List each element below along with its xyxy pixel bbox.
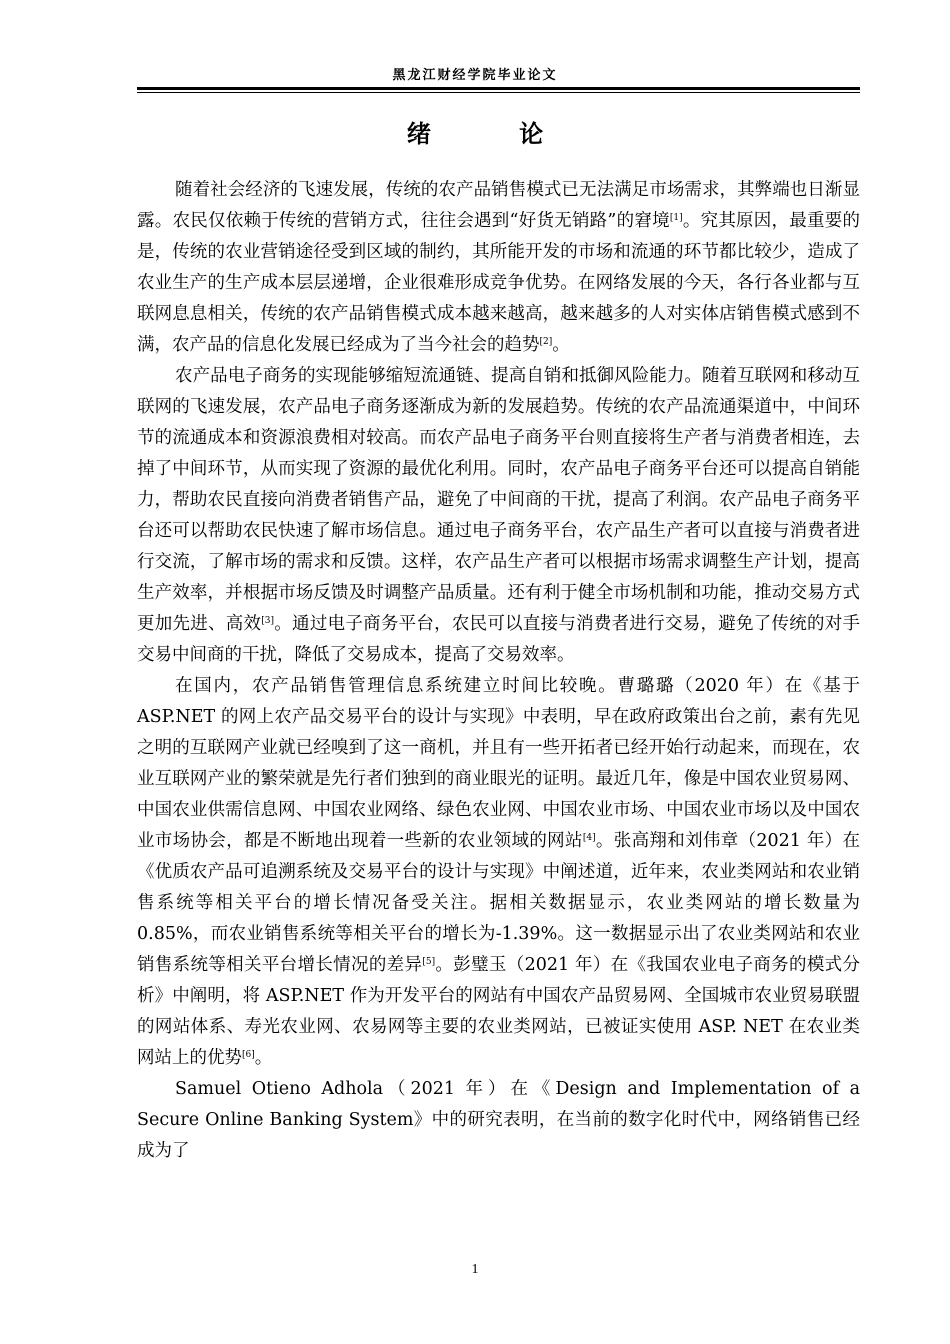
paragraph-4 <box>137 1074 860 1167</box>
citation-5: [5] <box>422 957 436 967</box>
paragraph-1-text-b: 。究其原因，最重要的是，传统的农业营销途径受到区域的制约，其所能开发的市场和流通的环节都比较少，造成了农业生产的生产成本层层递增，企业很难形成竞争优势。在网络发展的今天，各行各业都与互联网息息相关，传统的农产品销售模式成本越来越高，越来越多的人对实体店销售模式感到不满，农产品的信息化发展已经成为了当今社会的趋势 <box>137 211 860 355</box>
paragraph-2-text-b: 。通过电子商务平台，农民可以直接与消费者进行交易，避免了传统的对手交易中间商的干扰，降低了交易成本，提高了交易效率。 <box>137 614 861 665</box>
paragraph-2 <box>137 361 860 671</box>
citation-1: [1] <box>669 213 683 223</box>
page-number: 1 <box>471 1262 479 1277</box>
paragraph-2-text-a: 农产品电子商务的实现能够缩短流通链、提高自销和抵御风险能力。随着互联网和移动互联网的飞速发展，农产品电子商务逐渐成为新的发展趋势。传统的农产品流通渠道中，中间环节的流通成本和资源浪费相对较高。而农产品电子商务平台则直接将生产者与消费者相连，去掉了中间环节，从而实现了资源的最优化利用。同时，农产品电子商务平台还可以提高自销能力，帮助农民直接向消费者销售产品，避免了中间商的干扰，提高了利润。农产品电子商务平台还可以帮助农民快速了解市场信息。通过电子商务平台，农产品生产者可以直接与消费者进行交流，了解市场的需求和反馈。这样，农产品生产者可以根据市场需求调整生产计划，提高生产效率，并根据市场反馈及时调整产品质量。还有利于健全市场机制和功能，推动交易方式更加先进、高效 <box>137 366 860 634</box>
header-title: 黑龙江财经学院毕业论文 <box>392 68 558 83</box>
citation-2: [2] <box>539 337 553 347</box>
paragraph-3-text-a: 在国内，农产品销售管理信息系统建立时间比较晚。曹璐璐（2020 年）在《基于 ASP.NET 的网上农产品交易平台的设计与实现》中表明，早在政府政策出台之前，素有先见之明的互联网产业就已经嗅到了这一商机，并且有一些开拓者已经开始行动起来，而现在，农业互联网产业的繁荣就是先行者们独到的商业眼光的证明。最近几年，像是中国农业贸易网、中国农业供需信息网、中国农业网络、绿色农业网、中国农业市场、中国农业市场以及中国农业市场协会，都是不断地出现着一些新的农业领域的网站 <box>137 676 860 851</box>
paragraph-3 <box>137 671 860 1074</box>
paragraph-4-text-a: Samuel Otieno Adhola（2021 年）在《Design and Implementation of a Secure Online Banking System》中的研究表明，在当前的数字化时代中，网络销售已经成为了 <box>137 1079 860 1161</box>
citation-3: [3] <box>261 616 275 626</box>
header-rule-thick <box>137 87 860 90</box>
header-rule-thin <box>137 92 860 93</box>
paragraph-1-text-a: 随着社会经济的飞速发展，传统的农产品销售模式已无法满足市场需求，其弊端也日渐显露。农民仅依赖于传统的营销方式，往往会遇到“好货无销路”的窘境 <box>137 180 860 231</box>
paragraph-3-text-c: 。彭璧玉（2021 年）在《我国农业电子商务的模式分析》中阐明，将 ASP.NET 作为开发平台的网站有中国农产品贸易网、全国城市农业贸易联盟的网站体系、寿光农业网、农易网等主要的农业类网站，已被证实使用 ASP. NET 在农业类网站上的优势 <box>137 955 860 1068</box>
paragraph-3-text-d: 。 <box>254 1048 273 1068</box>
chapter-title: 绪 论 <box>406 119 584 148</box>
document-body <box>137 175 860 1167</box>
paragraph-1-text-c: 。 <box>552 335 570 355</box>
citation-6: [6] <box>242 1050 255 1060</box>
paragraph-1 <box>137 175 860 361</box>
paragraph-3-text-b: 。张高翔和刘伟章（2021 年）在《优质农产品可追溯系统及交易平台的设计与实现》中阐述道，近年来，农业类网站和农业销售系统等相关平台的增长情况备受关注。据相关数据显示，农业类网站的增长数量为 0.85%，而农业销售系统等相关平台的增长为-1.39%。这一数据显示出了农业类网站和农业销售系统等相关平台增长情况的差异 <box>137 831 861 975</box>
citation-4: [4] <box>582 833 596 843</box>
